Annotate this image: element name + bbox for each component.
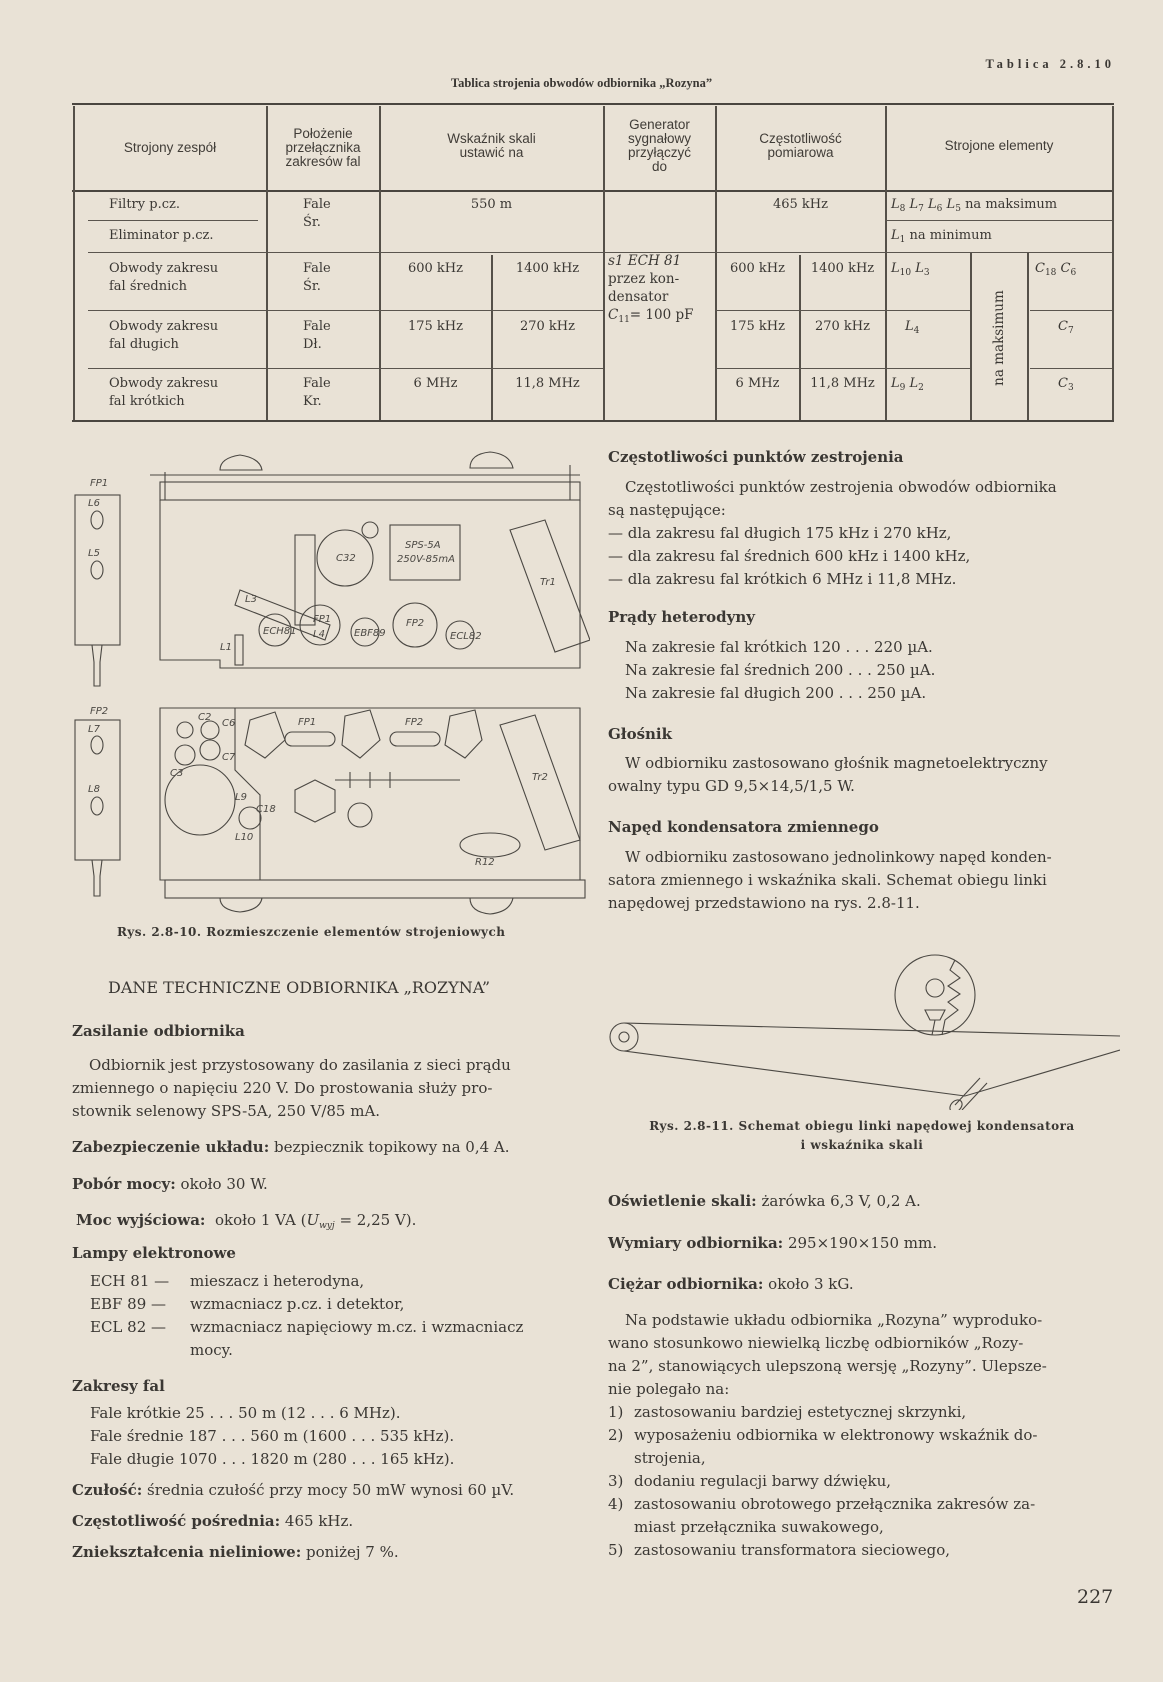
- svg-text:C18: C18: [256, 804, 276, 815]
- cell-sr-coils: $L_{10}$ $L_3$: [891, 261, 930, 278]
- cell-if-switch: [303, 196, 331, 232]
- tube-name: ECL 82 —: [90, 1318, 167, 1336]
- list-text: miast przełącznika suwakowego,: [634, 1518, 884, 1536]
- svg-text:FP2: FP2: [405, 717, 424, 728]
- spec-label: Pobór mocy:: [72, 1175, 176, 1193]
- spec-value: bezpiecznik topikowy na 0,4 A.: [269, 1138, 510, 1156]
- tube-name: EBF 89 —: [90, 1295, 167, 1313]
- chassis-layout-figure: [70, 440, 590, 920]
- cell-kr-freq-lo: 6 MHz: [735, 376, 780, 391]
- svg-text:Tr1: Tr1: [540, 577, 556, 588]
- spec-value: 295×190×150 mm.: [783, 1234, 937, 1252]
- cell-sr-dial-lo: 600 kHz: [407, 261, 463, 276]
- cell-sr-dial-hi: 1400 kHz: [515, 261, 580, 276]
- header-czestotliwosc: [716, 132, 885, 160]
- cell-dl-freq-lo: 175 kHz: [729, 319, 785, 334]
- spec-oswietlenie: [608, 1190, 921, 1213]
- cell-dl-zespol: [109, 318, 218, 354]
- section-title-lampy: Lampy elektronowe: [72, 1244, 236, 1262]
- header-elementy: Strojone elementy: [944, 138, 1054, 153]
- list-item: [608, 1470, 1116, 1493]
- text-line: Na podstawie układu odbiornika „Rozyna” wyproduko-: [625, 1311, 1043, 1329]
- list-text: zastosowaniu obrotowego przełącznika zakresów za-: [634, 1495, 1036, 1513]
- table-title: Tablica strojenia obwodów odbiornika „Rozyna”: [450, 76, 713, 90]
- spec-value: żarówka 6,3 V, 0,2 A.: [756, 1192, 921, 1210]
- svg-text:L9: L9: [235, 792, 247, 803]
- spec-ciezar: [608, 1273, 854, 1296]
- row-line: [88, 220, 258, 221]
- section-title-prady: Prądy heterodyny: [608, 608, 755, 626]
- cell-line: s1 ECH 81: [608, 253, 682, 269]
- section-title-naped: Napęd kondensatora zmiennego: [608, 818, 879, 836]
- spec-zabezpieczenie: [72, 1136, 510, 1159]
- list-text: zastosowaniu bardziej estetycznej skrzynki,: [634, 1403, 967, 1421]
- text-line: wano stosunkowo niewielką liczbę odbiorników „Rozy-: [608, 1334, 1024, 1352]
- cell-line: Fale: [303, 197, 331, 212]
- spec-label: Czułość:: [72, 1481, 143, 1499]
- row-line: [88, 310, 603, 311]
- col-line: [1112, 106, 1114, 420]
- cell-line: Fale: [303, 376, 331, 391]
- spec-posrednia: [72, 1510, 353, 1533]
- cell-dl-coils: $L_4$: [905, 319, 920, 336]
- svg-text:EBF89: EBF89: [354, 628, 386, 639]
- svg-text:C3: C3: [170, 768, 184, 779]
- svg-text:L1: L1: [220, 642, 232, 653]
- list-item: [608, 1424, 1116, 1447]
- row-line: [885, 220, 1112, 221]
- spec-pobor: [72, 1173, 268, 1196]
- section-body-zasilanie: [72, 1054, 584, 1123]
- figure-1-caption: Rys. 2.8-10. Rozmieszczenie elementów strojeniowych: [117, 925, 506, 939]
- row-line: [88, 252, 1112, 253]
- header-line: Częstotliwość: [759, 131, 842, 146]
- text-line: nie polegało na:: [608, 1380, 730, 1398]
- improvements-list: [608, 1401, 1116, 1562]
- cell-dl-dial-lo: 175 kHz: [407, 319, 463, 334]
- cell-line: Śr.: [303, 215, 321, 230]
- list-item: — dla zakresu fal średnich 600 kHz i 1400 kHz,: [608, 547, 971, 565]
- cell-text: na minimum: [909, 228, 992, 243]
- spec-subscript: wyj: [319, 1221, 335, 1231]
- row-line: [1030, 368, 1112, 369]
- text-line: W odbiorniku zastosowano jednolinkowy napęd konden-: [625, 848, 1052, 866]
- spec-value: około 3 kG.: [763, 1275, 854, 1293]
- list-item: [608, 1401, 1116, 1424]
- cell-if-dial: 550 m: [470, 197, 513, 212]
- row-line: [715, 310, 970, 311]
- svg-text:L10: L10: [235, 832, 254, 843]
- svg-text:FP1: FP1: [313, 614, 332, 625]
- row-line: [715, 368, 970, 369]
- cell-line: $C_{11}= 100$ pF: [608, 307, 694, 325]
- cell-line: Fale: [303, 319, 331, 334]
- list-number: 4): [608, 1495, 624, 1513]
- cell-text: na maksimum: [965, 197, 1058, 212]
- svg-text:FP2: FP2: [90, 706, 109, 717]
- list-text: wyposażeniu odbiornika w elektronowy wskaźnik do-: [634, 1426, 1038, 1444]
- idler-pulley: [610, 1023, 638, 1051]
- list-item: Fale średnie 187 . . . 560 m (1600 . . . 535 kHz).: [90, 1427, 455, 1445]
- text-line: Na zakresie fal długich 200 . . . 250 µA.: [625, 684, 927, 702]
- cell-line: Obwody zakresu: [109, 376, 219, 391]
- header-polozenie: [267, 127, 379, 169]
- cell-sr-caps: $C_{18}$ $C_6$: [1035, 261, 1077, 278]
- spec-moc: [76, 1209, 416, 1238]
- svg-text:C2: C2: [198, 712, 212, 723]
- list-text: dodaniu regulacji barwy dźwięku,: [634, 1472, 892, 1490]
- spec-value: około 1 VA (: [215, 1211, 307, 1229]
- text-line: na 2”, stanowiących ulepszoną wersję „Rozyny”. Ulepsze-: [608, 1357, 1047, 1375]
- section-body-naped: [608, 846, 1116, 915]
- text-line: owalny typu GD 9,5×14,5/1,5 W.: [608, 777, 855, 795]
- cell-line: Dł.: [303, 337, 322, 352]
- pulley-hub: [926, 979, 944, 997]
- header-line: do: [651, 159, 668, 174]
- cell-line: fal długich: [109, 337, 179, 352]
- col-line: [885, 106, 887, 420]
- text-line: zmiennego o napięciu 220 V. Do prostowania służy pro-: [72, 1079, 493, 1097]
- cord-bottom: [624, 1050, 1120, 1096]
- text-line: satora zmiennego i wskaźnika skali. Schemat obiegu linki: [608, 871, 1047, 889]
- svg-text:L7: L7: [88, 724, 100, 735]
- text-line: Na zakresie fal średnich 200 . . . 250 µA.: [625, 661, 936, 679]
- cell-kr-caps: $C_3$: [1058, 376, 1074, 393]
- col-line: [491, 255, 493, 420]
- cord-top: [624, 1023, 1120, 1036]
- spec-label: Zniekształcenia nieliniowe:: [72, 1543, 302, 1561]
- header-line: Wskaźnik skali: [447, 131, 536, 146]
- cell-filtry-elementy: $L_8$ $L_7$ $L_6$ $L_5$ na maksimum: [891, 197, 1058, 214]
- cell-dl-dial-hi: 270 kHz: [519, 319, 575, 334]
- fp1-coil-strip: [75, 478, 120, 686]
- spec-value: średnia czułość przy mocy 50 mW wynosi 60 µV.: [142, 1481, 515, 1499]
- header-wskaznik: [380, 132, 603, 160]
- table-bottom-rule: [72, 420, 1114, 422]
- list-number: 1): [608, 1403, 624, 1421]
- tube-role: mocy.: [190, 1341, 233, 1359]
- cell-kr-switch: [303, 375, 331, 411]
- list-number: 2): [608, 1426, 624, 1444]
- header-generator: [604, 118, 715, 174]
- tube-name: ECH 81 —: [90, 1272, 170, 1290]
- list-item: Fale długie 1070 . . . 1820 m (280 . . . 165 kHz).: [90, 1450, 455, 1468]
- spec-czulosc: [72, 1479, 514, 1502]
- spec-wymiary: [608, 1232, 937, 1255]
- text-line: Częstotliwości punktów zestrojenia obwodów odbiornika: [625, 478, 1057, 496]
- spec-value: 465 kHz.: [280, 1512, 354, 1530]
- svg-text:L8: L8: [88, 784, 100, 795]
- page-number: 227: [1077, 1586, 1114, 1608]
- cell-kr-freq-hi: 11,8 MHz: [810, 376, 875, 391]
- tube-role: wzmacniacz p.cz. i detektor,: [190, 1295, 405, 1313]
- cell-kr-dial-lo: 6 MHz: [413, 376, 458, 391]
- wavebands-list: [90, 1402, 454, 1471]
- svg-text:FP1: FP1: [298, 717, 317, 728]
- cell-kr-zespol: [109, 375, 218, 411]
- list-item: [608, 1539, 1116, 1562]
- text-line: Na zakresie fal krótkich 120 . . . 220 µA.: [625, 638, 933, 656]
- header-line: Generator: [629, 117, 690, 132]
- cell-filtry: Filtry p.cz.: [109, 197, 180, 212]
- section-title-czestotliwosci: Częstotliwości punktów zestrojenia: [608, 448, 904, 466]
- svg-text:SPS-5A: SPS-5A: [405, 540, 441, 551]
- text-line: są następujące:: [608, 501, 726, 519]
- svg-text:L5: L5: [88, 548, 100, 559]
- figure-2-caption: [608, 1117, 1116, 1155]
- spec-label: Zabezpieczenie układu:: [72, 1138, 270, 1156]
- table-reference: Tablica 2.8.10: [985, 57, 1115, 71]
- header-line: Położenie: [293, 126, 353, 141]
- spec-value: = 2,25 V).: [334, 1211, 417, 1229]
- list-item: Fale krótkie 25 . . . 50 m (12 . . . 6 MHz).: [90, 1404, 401, 1422]
- cell-sr-freq-hi: 1400 kHz: [810, 261, 875, 276]
- spec-symbol: U: [306, 1211, 320, 1229]
- row-line: [88, 368, 603, 369]
- tube-role: wzmacniacz napięciowy m.cz. i wzmacniacz: [190, 1318, 524, 1336]
- cell-generator: [608, 252, 693, 329]
- svg-text:FP1: FP1: [90, 478, 109, 489]
- spec-value: około 30 W.: [175, 1175, 268, 1193]
- list-text: strojenia,: [634, 1449, 706, 1467]
- cell-sr-freq-lo: 600 kHz: [729, 261, 785, 276]
- upper-chassis: [150, 452, 590, 668]
- list-number: 3): [608, 1472, 624, 1490]
- cell-if-freq: 465 kHz: [772, 197, 828, 212]
- text-line: stownik selenowy SPS-5A, 250 V/85 mA.: [72, 1102, 381, 1120]
- drive-pulley: [895, 955, 975, 1035]
- header-line: pomiarowa: [767, 145, 834, 160]
- cell-eliminator: Eliminator p.cz.: [109, 228, 214, 243]
- header-zespol: Strojony zespół: [123, 140, 217, 155]
- cell-line: Śr.: [303, 279, 321, 294]
- spec-znieksztalcenia: [72, 1541, 399, 1564]
- section-body-glosnik: [608, 752, 1116, 798]
- rozyna2-paragraph: [608, 1309, 1116, 1401]
- list-item: [608, 1493, 1116, 1516]
- cell-line: fal średnich: [109, 279, 187, 294]
- cell-line: Fale: [303, 261, 331, 276]
- spec-label: Moc wyjściowa:: [76, 1211, 206, 1229]
- svg-text:L6: L6: [88, 498, 100, 509]
- cell-line: fal krótkich: [109, 394, 185, 409]
- svg-text:Tr2: Tr2: [532, 772, 548, 783]
- spec-label: Częstotliwość pośrednia:: [72, 1512, 281, 1530]
- header-line: przełącznika: [285, 140, 361, 155]
- svg-text:C6: C6: [222, 718, 236, 729]
- spec-label: Ciężar odbiornika:: [608, 1275, 764, 1293]
- cell-text: = 100 pF: [629, 307, 694, 323]
- text-line: Odbiornik jest przystosowany do zasilania z sieci prądu: [89, 1056, 511, 1074]
- cell-line: Kr.: [303, 394, 322, 409]
- tube-role: mieszacz i heterodyna,: [190, 1272, 365, 1290]
- fp2-coil-strip: [75, 706, 120, 896]
- section-body-prady: [625, 636, 935, 705]
- cell-dl-switch: [303, 318, 331, 354]
- cell-dl-freq-hi: 270 kHz: [814, 319, 870, 334]
- technical-data-title: DANE TECHNICZNE ODBIORNIKA „ROZYNA”: [108, 978, 491, 997]
- drive-cord-figure: [600, 940, 1120, 1110]
- svg-text:R12: R12: [475, 857, 495, 868]
- svg-text:L3: L3: [245, 594, 257, 605]
- cell-line: densator: [608, 289, 669, 305]
- caption-line: i wskaźnika skali: [800, 1138, 924, 1152]
- lower-chassis: [160, 708, 585, 914]
- cell-line: Obwody zakresu: [109, 319, 219, 334]
- list-item: — dla zakresu fal długich 175 kHz i 270 kHz,: [608, 524, 952, 542]
- svg-text:L4: L4: [313, 629, 325, 640]
- caption-line: Rys. 2.8-11. Schemat obiegu linki napędowej kondensatora: [649, 1119, 1075, 1133]
- cell-sr-zespol: [109, 260, 218, 296]
- cell-dl-caps: $C_7$: [1058, 319, 1074, 336]
- text-line: napędowej przedstawiono na rys. 2.8-11.: [608, 894, 920, 912]
- header-line: przyłączyć: [627, 145, 691, 160]
- section-title-zasilanie: Zasilanie odbiornika: [72, 1022, 245, 1040]
- list-number: 5): [608, 1541, 624, 1559]
- text-line: W odbiorniku zastosowano głośnik magnetoelektryczny: [625, 754, 1048, 772]
- cell-kr-dial-hi: 11,8 MHz: [515, 376, 580, 391]
- list-item: — dla zakresu fal krótkich 6 MHz i 11,8 MHz.: [608, 570, 957, 588]
- list-item: [90, 1316, 590, 1339]
- tension-spring: [942, 960, 960, 1035]
- spec-label: Wymiary odbiornika:: [608, 1234, 784, 1252]
- svg-text:250V-85mA: 250V-85mA: [397, 554, 455, 565]
- section-title-glosnik: Głośnik: [608, 725, 673, 743]
- svg-text:C32: C32: [336, 553, 356, 564]
- row-line: [1030, 310, 1112, 311]
- list-text: zastosowaniu transformatora sieciowego,: [634, 1541, 951, 1559]
- section-title-zakresy: Zakresy fal: [72, 1377, 165, 1395]
- list-item: [90, 1270, 590, 1293]
- header-line: zakresów fal: [285, 154, 361, 169]
- cell-na-maksimum: [949, 290, 1049, 386]
- cell-sr-switch: [303, 260, 331, 296]
- tubes-list: [90, 1270, 590, 1362]
- svg-text:FP2: FP2: [406, 618, 425, 629]
- idler-hub: [619, 1032, 629, 1042]
- col-line: [799, 255, 801, 420]
- section-body-czestotliwosci: [608, 476, 1116, 591]
- cell-line: Obwody zakresu: [109, 261, 219, 276]
- list-item: [90, 1293, 590, 1316]
- cell-kr-coils: $L_9$ $L_2$: [891, 376, 924, 393]
- svg-text:ECL82: ECL82: [450, 631, 482, 642]
- spec-label: Oświetlenie skali:: [608, 1192, 757, 1210]
- rotated-label: na maksimum: [991, 290, 1007, 386]
- cell-line: przez kon-: [608, 271, 680, 287]
- svg-text:ECH81: ECH81: [263, 626, 297, 637]
- header-line: ustawić na: [459, 145, 524, 160]
- header-line: sygnałowy: [627, 131, 692, 146]
- cell-eliminator-elementy: $L_1$ na minimum: [891, 228, 992, 245]
- svg-text:C7: C7: [222, 752, 236, 763]
- spec-value: poniżej 7 %.: [301, 1543, 399, 1561]
- table-header-rule: [72, 190, 1114, 192]
- table-top-rule: [72, 103, 1114, 105]
